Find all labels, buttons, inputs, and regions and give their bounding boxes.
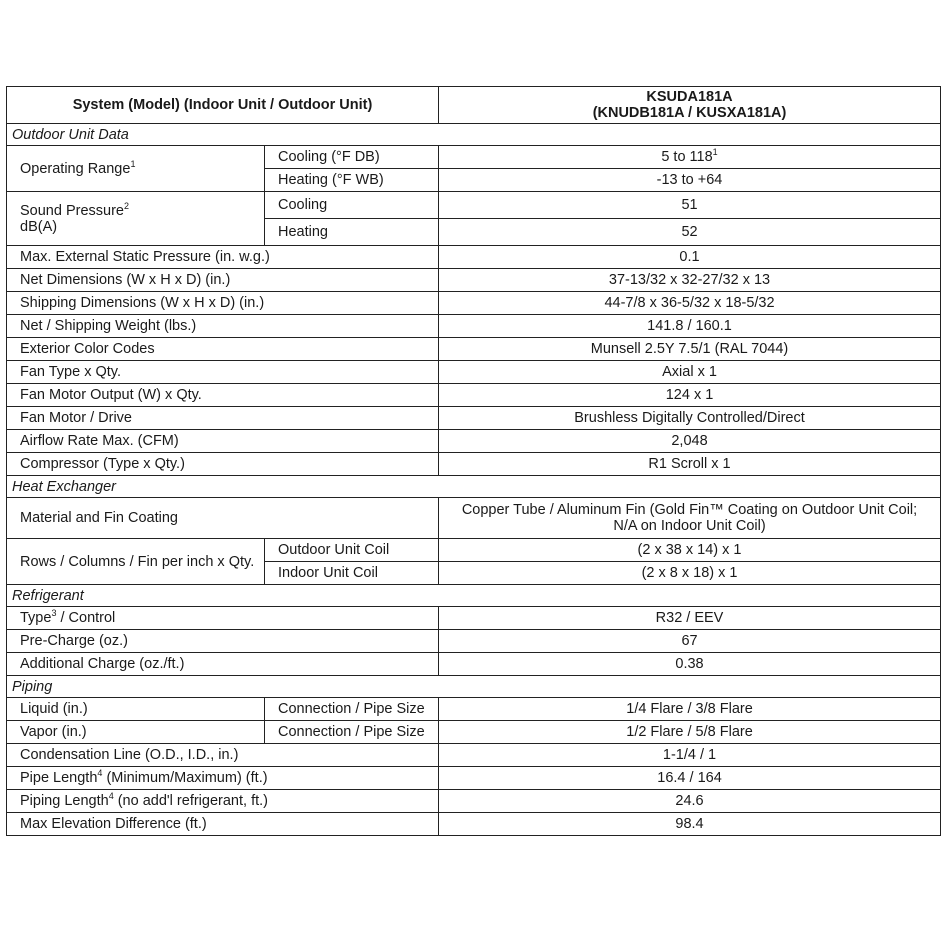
spec-value: 0.1 — [439, 246, 941, 269]
header-row — [7, 87, 941, 124]
spec-value: 124 x 1 — [439, 384, 941, 407]
spec-row — [7, 292, 941, 315]
spec-label: Net Dimensions (W x H x D) (in.) — [7, 269, 439, 292]
sound-pressure-cooling-row — [7, 192, 941, 219]
refrigerant-type-value: R32 / EEV — [439, 607, 941, 630]
spec-value: 2,048 — [439, 430, 941, 453]
spec-value: Munsell 2.5Y 7.5/1 (RAL 7044) — [439, 338, 941, 361]
additional-charge-value: 0.38 — [439, 653, 941, 676]
elevation-label: Max Elevation Difference (ft.) — [7, 813, 439, 836]
condensation-row — [7, 744, 941, 767]
spec-row — [7, 246, 941, 269]
spec-value: R1 Scroll x 1 — [439, 453, 941, 476]
model-name: KSUDA181A — [646, 89, 733, 105]
sound-heating-label: Heating — [265, 219, 439, 246]
spec-row — [7, 453, 941, 476]
outdoor-coil-row — [7, 539, 941, 562]
liquid-label: Liquid (in.) — [7, 698, 265, 721]
liquid-sub-label: Connection / Pipe Size — [265, 698, 439, 721]
refrigerant-type-row — [7, 607, 941, 630]
spec-value: Brushless Digitally Controlled/Direct — [439, 407, 941, 430]
spec-label: Exterior Color Codes — [7, 338, 439, 361]
vapor-value: 1/2 Flare / 5/8 Flare — [439, 721, 941, 744]
section-refrigerant — [7, 585, 941, 607]
section-outdoor-unit-data — [7, 124, 941, 146]
piping-length-label: Piping Length$^4$ (no add'l refrigerant, ft.) — [7, 790, 439, 813]
material-fin-coating-row — [7, 498, 941, 539]
spec-row — [7, 430, 941, 453]
vapor-label: Vapor (in.) — [7, 721, 265, 744]
elevation-value: 98.4 — [439, 813, 941, 836]
heating-range-value: -13 to +64 — [439, 169, 941, 192]
spec-value: 37-13/32 x 32-27/32 x 13 — [439, 269, 941, 292]
material-value: Copper Tube / Aluminum Fin (Gold Fin™ Coating on Outdoor Unit Coil; N/A on Indoor Unit Coil) — [439, 498, 941, 539]
spec-label: Airflow Rate Max. (CFM) — [7, 430, 439, 453]
precharge-value: 67 — [439, 630, 941, 653]
heating-wb-label: Heating (°F WB) — [265, 169, 439, 192]
sound-cooling-label: Cooling — [265, 192, 439, 219]
section-title: Piping — [7, 676, 941, 698]
spec-row — [7, 315, 941, 338]
section-piping — [7, 676, 941, 698]
precharge-label: Pre-Charge (oz.) — [7, 630, 439, 653]
spec-value: 44-7/8 x 36-5/32 x 18-5/32 — [439, 292, 941, 315]
sound-cooling-value: 51 — [439, 192, 941, 219]
piping-length-row — [7, 790, 941, 813]
model-units: (KNUDB181A / KUSXA181A) — [592, 105, 787, 121]
spec-row — [7, 361, 941, 384]
section-title: Heat Exchanger — [7, 476, 941, 498]
outdoor-coil-label: Outdoor Unit Coil — [265, 539, 439, 562]
refrigerant-type-label: Type$^3$ / Control — [7, 607, 439, 630]
spec-value: Axial x 1 — [439, 361, 941, 384]
sound-pressure-label: Sound Pressure$^2$ dB(A) — [7, 192, 265, 246]
condensation-label: Condensation Line (O.D., I.D., in.) — [7, 744, 439, 767]
section-title: Outdoor Unit Data — [7, 124, 941, 146]
header-model — [439, 87, 941, 124]
header-label: System (Model) (Indoor Unit / Outdoor Unit) — [7, 87, 439, 124]
spec-label: Net / Shipping Weight (lbs.) — [7, 315, 439, 338]
spec-row — [7, 269, 941, 292]
spec-table-container — [6, 86, 940, 836]
indoor-coil-label: Indoor Unit Coil — [265, 562, 439, 585]
liquid-value: 1/4 Flare / 3/8 Flare — [439, 698, 941, 721]
pipe-length-label: Pipe Length$^4$ (Minimum/Maximum) (ft.) — [7, 767, 439, 790]
pipe-length-value: 16.4 / 164 — [439, 767, 941, 790]
operating-range-label: Operating Range$^1$ — [7, 146, 265, 192]
operating-range-cooling-row — [7, 146, 941, 169]
spec-table — [6, 86, 941, 836]
cooling-db-label: Cooling (°F DB) — [265, 146, 439, 169]
indoor-coil-value: (2 x 8 x 18) x 1 — [439, 562, 941, 585]
rows-columns-label: Rows / Columns / Fin per inch x Qty. — [7, 539, 265, 585]
outdoor-coil-value: (2 x 38 x 14) x 1 — [439, 539, 941, 562]
spec-value: 141.8 / 160.1 — [439, 315, 941, 338]
pipe-length-row — [7, 767, 941, 790]
spec-label: Max. External Static Pressure (in. w.g.) — [7, 246, 439, 269]
spec-label: Fan Motor Output (W) x Qty. — [7, 384, 439, 407]
elevation-row — [7, 813, 941, 836]
additional-charge-row — [7, 653, 941, 676]
section-heat-exchanger — [7, 476, 941, 498]
vapor-row — [7, 721, 941, 744]
spec-row — [7, 407, 941, 430]
material-label: Material and Fin Coating — [7, 498, 439, 539]
piping-length-value: 24.6 — [439, 790, 941, 813]
spec-row — [7, 338, 941, 361]
cooling-range-value: 5 to $118^1$ — [439, 146, 941, 169]
spec-row — [7, 384, 941, 407]
additional-charge-label: Additional Charge (oz./ft.) — [7, 653, 439, 676]
spec-label: Fan Type x Qty. — [7, 361, 439, 384]
section-title: Refrigerant — [7, 585, 941, 607]
vapor-sub-label: Connection / Pipe Size — [265, 721, 439, 744]
precharge-row — [7, 630, 941, 653]
condensation-value: 1-1/4 / 1 — [439, 744, 941, 767]
spec-label: Shipping Dimensions (W x H x D) (in.) — [7, 292, 439, 315]
sound-heating-value: 52 — [439, 219, 941, 246]
spec-label: Compressor (Type x Qty.) — [7, 453, 439, 476]
liquid-row — [7, 698, 941, 721]
spec-label: Fan Motor / Drive — [7, 407, 439, 430]
